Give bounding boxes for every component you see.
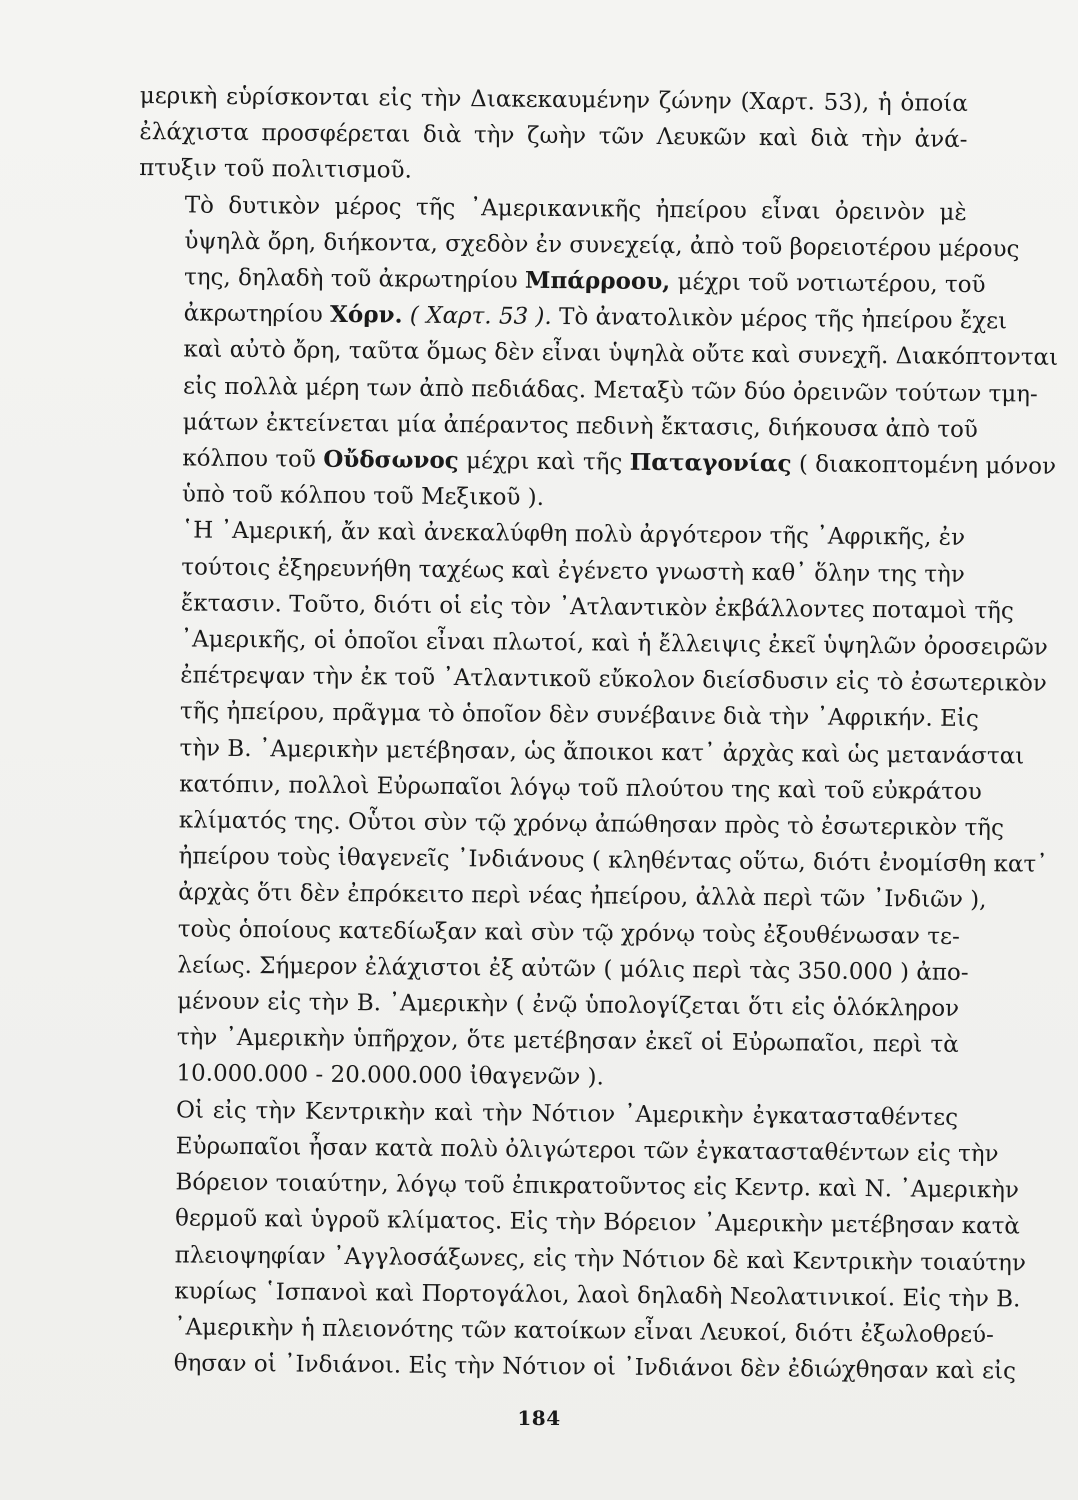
text-line: εἰς πολλὰ μέρη των ἀπὸ πεδιάδας. Μεταξὺ τῶν δύο ὀρεινῶν τούτων τμη- (182, 373, 1038, 408)
text-line: κλίματός της. Οὗτοι σὺν τῷ χρόνῳ ἀπώθησαν πρὸς τὸ ἐσωτερικὸν τῆς (178, 807, 1005, 842)
text-line: πτυξιν τοῦ πολιτισμοῦ. (139, 155, 413, 185)
text-line: ἀκρωτηρίου Χόρν. ( Χαρτ. 53 ). Τὸ ἀνατολικὸν μέρος τῆς ἠπείρου ἔχει (183, 300, 1008, 335)
paragraph (130, 512, 1048, 1099)
text-line: 10.000.000 - 20.000.000 ἰθαγενῶν ). (176, 1060, 605, 1091)
text-line: θησαν οἱ ᾿Ινδιάνοι. Εἰς τὴν Νότιον οἱ ᾿Ινδιάνοι δὲν ἐδιώχθησαν καὶ εἰς (173, 1350, 1017, 1385)
text-line: κυρίως ῾Ισπανοὶ καὶ Πορτογάλοι, λαοὶ δηλαδὴ Νεολατινικοί. Εἰς τὴν Β. (174, 1278, 1021, 1313)
text-line: θερμοῦ καὶ ὑγροῦ κλίματος. Εἰς τὴν Βόρειον ᾿Αμερικὴν μετέβησαν κατὰ (174, 1205, 1021, 1240)
text-line: ᾿Αμερικῆς, οἱ ὁποῖοι εἶναι πλωτοί, καὶ ἡ ἔλλειψις ἐκεῖ ὑψηλῶν ὀροσειρῶν (180, 626, 1048, 661)
text-line: ἀρχὰς ὅτι δὲν ἐπρόκειτο περὶ νέας ἠπείρου, ἀλλὰ περὶ τῶν ᾿Ινδιῶν ), (178, 879, 987, 914)
text-line: τὴν Β. ᾿Αμερικὴν μετέβησαν, ὡς ἄποικοι κατ᾿ ἀρχὰς καὶ ὡς μετανάσται (179, 735, 1025, 770)
text-line: Οἱ εἰς τὴν Κεντρικὴν καὶ τὴν Νότιον ᾿Αμερικὴν ἐγκατασταθέντες (175, 1097, 959, 1131)
text-line: ὑψηλὰ ὄρη, διήκοντα, σχεδὸν ἐν συνεχείᾳ, ἀπὸ τοῦ βορειοτέρου μέρους (184, 228, 1020, 263)
text-line: καὶ αὐτὸ ὄρη, ταῦτα ὅμως δὲν εἶναι ὑψηλὰ οὔτε καὶ συνεχῆ. Διακόπτονται (183, 336, 1059, 372)
text-line: κόλπου τοῦ Οὔδσωνος μέχρι καὶ τῆς Παταγονίας ( διακοπτομένη μόνον (182, 445, 1057, 480)
text-line: Βόρειον τοιαύτην, λόγῳ τοῦ ἐπικρατοῦντος εἰς Κεντρ. καὶ Ν. ᾿Αμερικὴν (175, 1169, 1020, 1204)
text-line: Εὐρωπαῖοι ἦσαν κατὰ πολὺ ὀλιγώτεροι τῶν ἐγκατασταθέντων εἰς τὴν (175, 1133, 999, 1168)
text-line: τὴν ᾿Αμερικὴν ὑπῆρχον, ὅτε μετέβησαν ἐκεῖ οἱ Εὐρωπαῖοι, περὶ τὰ (176, 1024, 959, 1059)
text-line: ἐπέτρεψαν τὴν ἐκ τοῦ ᾿Ατλαντικοῦ εὔκολον διείσδυσιν εἰς τὸ ἐσωτερικὸν (180, 662, 1047, 697)
text-line: ὑπὸ τοῦ κόλπου τοῦ Μεξικοῦ ). (181, 481, 545, 512)
text-line: μένουν εἰς τὴν Β. ᾿Αμερικὴν ( ἐνῷ ὑπολογίζεται ὅτι εἰς ὁλόκληρον (177, 988, 960, 1022)
paragraph (127, 1092, 1027, 1390)
text-line: κατόπιν, πολλοὶ Εὐρωπαῖοι λόγῳ τοῦ πλούτου της καὶ τοῦ εὐκράτου (179, 771, 982, 805)
body-text (127, 78, 1059, 1389)
paragraph (136, 187, 1059, 521)
text-line: ᾿Αμερικὴν ἡ πλειονότης τῶν κατοίκων εἶναι Λευκοί, διότι ἐξωλοθρεύ- (173, 1314, 994, 1349)
text-line: λείως. Σήμερον ἐλάχιστοι ἐξ αὐτῶν ( μόλις περὶ τὰς 350.000 ) ἀπο- (177, 952, 969, 986)
text-line: μάτων ἐκτείνεται μία ἀπέραντος πεδινὴ ἔκτασις, διήκουσα ἀπὸ τοῦ (182, 409, 978, 443)
text-line: μερικὴ εὑρίσκονται εἰς τὴν Διακεκαυμένην ζώνην (Χαρτ. 53), ἡ ὁποία (139, 82, 968, 117)
text-line: τούτοις ἐξηρευνήθη ταχέως καὶ ἐγένετο γνωστὴ καθ᾿ ὅλην της τὴν (181, 554, 965, 588)
paragraph (139, 78, 968, 195)
text-line: τοὺς ὁποίους κατεδίωξαν καὶ σὺν τῷ χρόνῳ τοὺς ἐξουθένωσαν τε- (177, 916, 960, 950)
text-line: πλειοψηφίαν ᾿Αγγλοσάξωνες, εἰς τὴν Νότιον δὲ καὶ Κεντρικὴν τοιαύτην (174, 1241, 1027, 1277)
text-line: ἐλάχιστα προσφέρεται διὰ τὴν ζωὴν τῶν Λευκῶν καὶ διὰ τὴν ἀνά- (139, 119, 968, 154)
text-line: ἔκτασιν. Τοῦτο, διότι οἱ εἰς τὸν ᾿Ατλαντικὸν ἐκβάλλοντες ποταμοὶ τῆς (180, 590, 1014, 625)
text-line: Τὸ δυτικὸν μέρος τῆς ᾿Αμερικανικῆς ἠπείρου εἶναι ὀρεινὸν μὲ (184, 192, 967, 226)
text-line: ῾Η ᾿Αμερική, ἄν καὶ ἀνεκαλύφθη πολὺ ἀργότερον τῆς ᾿Αφρικῆς, ἐν (181, 517, 966, 552)
page-number: 184 (517, 1406, 561, 1430)
text-line: τῆς ἠπείρου, πρᾶγμα τὸ ὁποῖον δὲν συνέβαινε διὰ τὴν ᾿Αφρικήν. Εἰς (179, 698, 979, 733)
text-line: της, δηλαδὴ τοῦ ἀκρωτηρίου Μπάρροου, μέχρι τοῦ νοτιωτέρου, τοῦ (183, 264, 986, 299)
text-line: ἠπείρου τοὺς ἰθαγενεῖς ᾿Ινδιάνους ( κληθέντας οὕτω, διότι ἐνομίσθη κατ᾿ (178, 843, 1048, 879)
